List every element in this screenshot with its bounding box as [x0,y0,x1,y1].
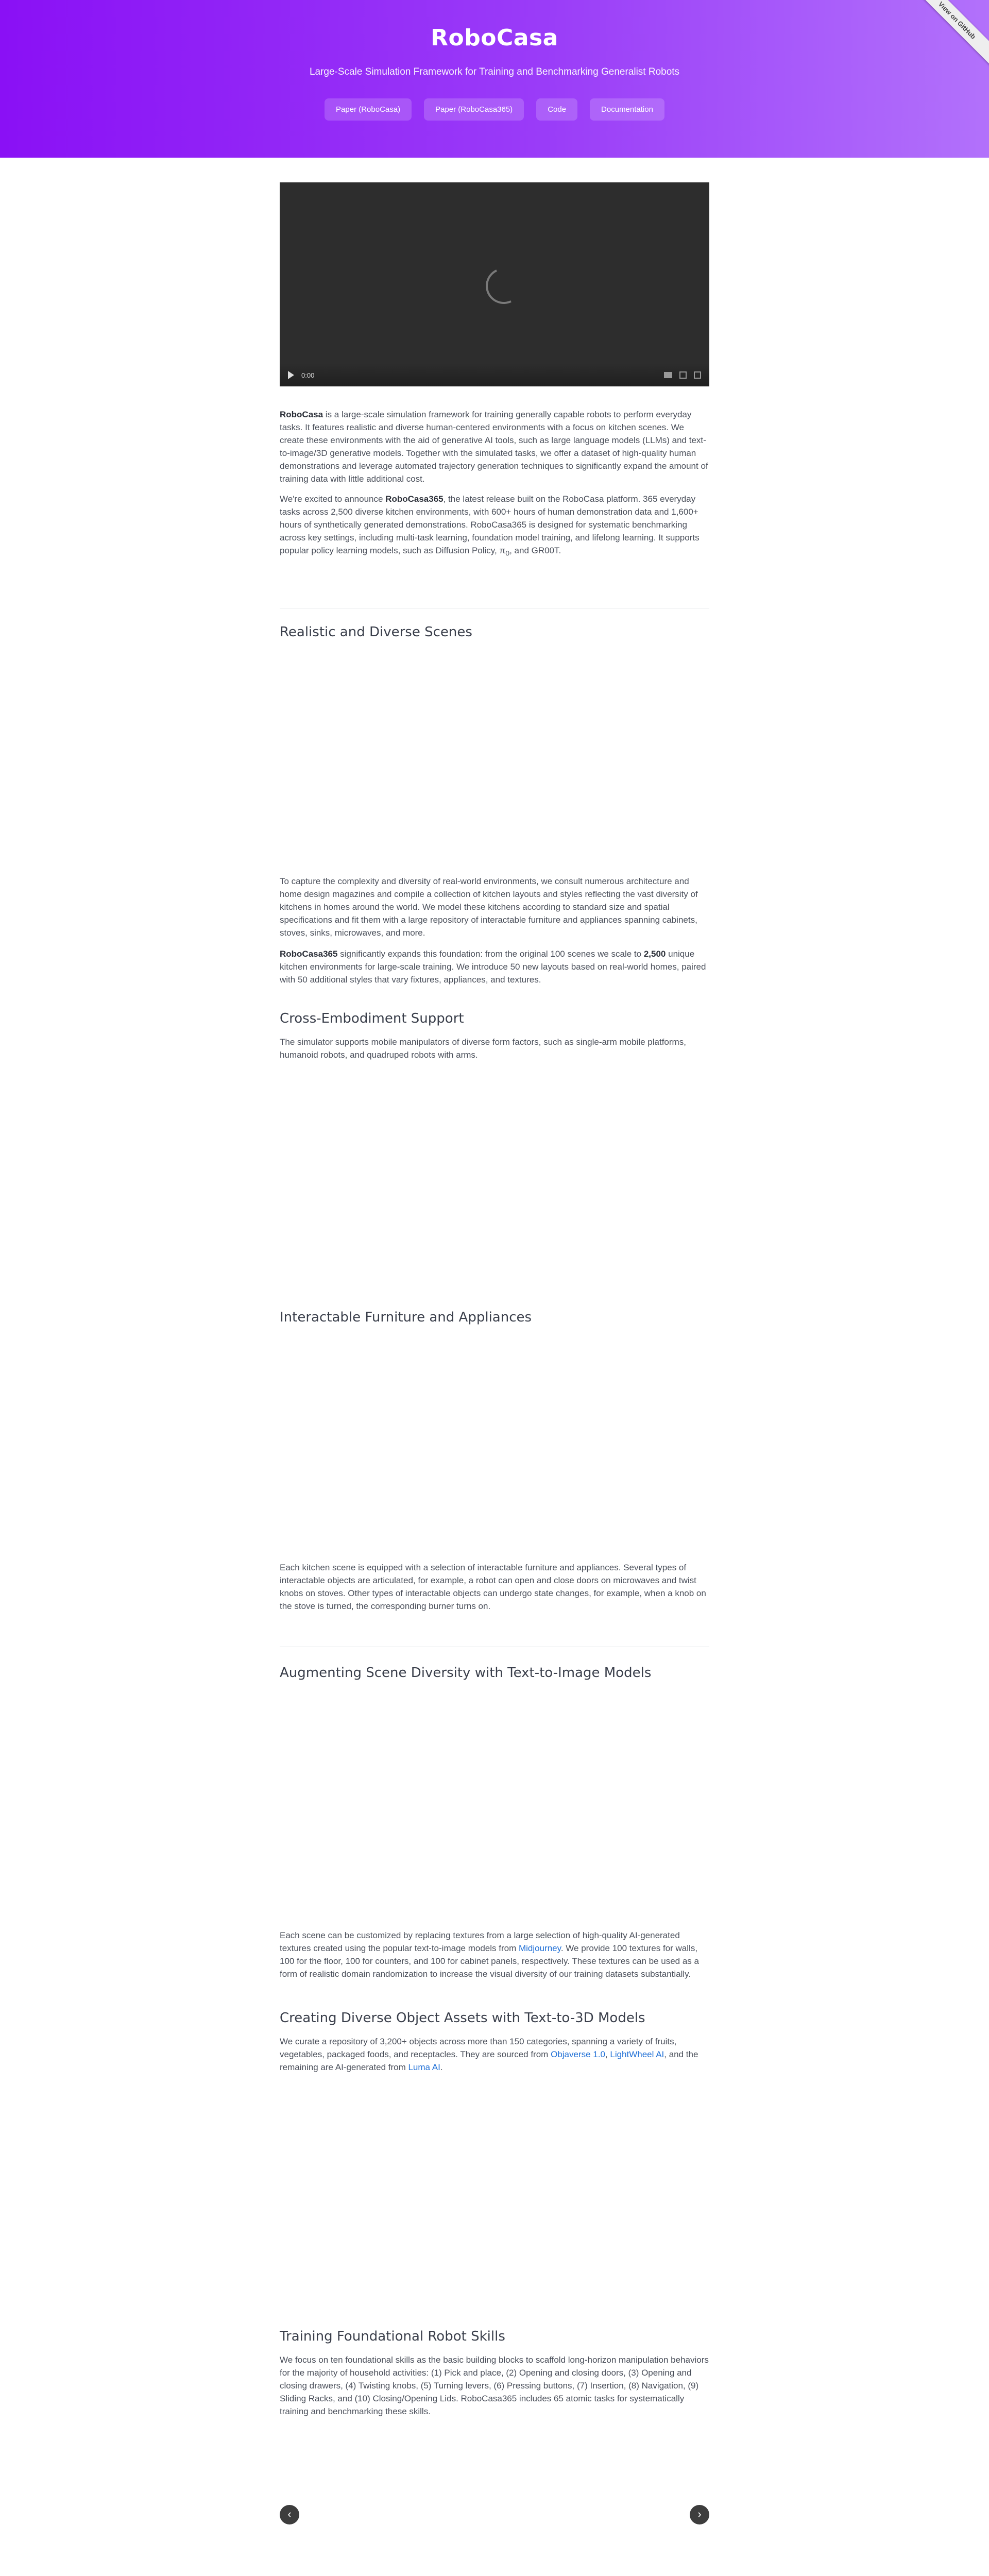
furniture-section [280,1310,709,1325]
play-icon[interactable] [288,371,294,379]
objects-section [280,2010,709,2074]
scenes-section [280,624,709,640]
section-title: Creating Diverse Object Assets with Text-to-3D Models [280,2010,645,2026]
github-ribbon[interactable]: View on GitHub [908,0,989,70]
furniture-text [280,1561,709,1613]
code-link[interactable]: Code [536,98,577,121]
scenes-text [280,875,709,986]
site-subtitle: Large-Scale Simulation Framework for Training and Benchmarking Generalist Robots [309,66,680,77]
section-title: Cross-Embodiment Support [280,1011,464,1026]
paper-robocasa365-link[interactable]: Paper (RoboCasa365) [424,98,524,121]
more-options-icon[interactable] [694,371,701,379]
augment-paragraph: Each scene can be customized by replacing textures from a large selection of high-quality AI-generated textures created using the popular text-to-image models from Midjourney. We provide 100 textures for walls, 100 for the floor, 100 for counters, and 100 for cabinet panels, respectively. These textures can be used as a form of realistic domain randomization to increase the visual diversity of our training datasets substantially. [280,1930,699,1979]
video-controls [280,364,709,386]
midjourney-link[interactable]: Midjourney [518,1943,561,1953]
skills-paragraph: We focus on ten foundational skills as the basic building blocks to scaffold long-horizon manipulation behaviors for the majority of household activities: (1) Pick and place, (2) Opening and closing doors, (3) Opening and closing drawers, (4) Twisting knobs, (5) Turning levers, (6) Pressing buttons, (7) Insertion, (8) Navigation, (9) Sliding Racks, and (10) Closing/Opening Lids. RoboCasa365 includes 65 atomic tasks for systematically training and benchmarking these skills. [280,2355,709,2416]
paper-robocasa-link[interactable]: Paper (RoboCasa) [325,98,412,121]
volume-icon[interactable] [664,372,672,378]
luma-link[interactable]: Luma AI [408,2062,440,2072]
intro-paragraph-1: RoboCasa is a large-scale simulation framework for training generally capable robots to perform everyday tasks. It features realistic and diverse human-centered environments with a focus on kitchen scenes. We create these environments with the aid of generative AI tools, such as large language models (LLMs) and text-to-image/3D generative models. Together with the simulated tasks, we offer a dataset of high-quality human demonstrations and leverage automated trajectory generation techniques to significantly expand the amount of training data with little additional cost. [280,410,708,484]
lightwheel-link[interactable]: LightWheel AI [610,2049,664,2059]
intro-section [280,408,709,560]
section-title: Training Foundational Robot Skills [280,2329,505,2344]
documentation-link[interactable]: Documentation [590,98,664,121]
carousel-prev-button[interactable]: ‹ [280,2505,299,2524]
augment-text [280,1929,709,1980]
intro-paragraph-2: We're excited to announce RoboCasa365, the latest release built on the RoboCasa platform. 365 everyday tasks across 2,500 diverse kitchen environments, with 600+ hours of human demonstration data and 1,600+ hours of synthetically generated demonstrations. RoboCasa365 is designed for systematic benchmarking across key settings, including multi-task learning, foundation model training, and lifelong learning. It supports popular policy learning models, such as Diffusion Policy, $\pi_0$, and GR00T. [280,494,700,558]
header-links [0,98,989,121]
section-title: Realistic and Diverse Scenes [280,624,472,640]
objaverse-link[interactable]: Objaverse 1.0 [551,2049,605,2059]
fullscreen-icon[interactable] [679,371,687,379]
embodiment-paragraph: The simulator supports mobile manipulators of diverse form factors, such as single-arm mobile platforms, humanoid robots, and quadruped robots with arms. [280,1037,686,1060]
loading-spinner-icon [481,263,527,309]
intro-video[interactable] [280,182,709,386]
section-title: Interactable Furniture and Appliances [280,1310,532,1325]
site-title: RoboCasa [431,25,558,51]
hero-header [0,0,989,158]
furniture-paragraph: Each kitchen scene is equipped with a selection of interactable furniture and appliances. Several types of interactable objects are articulated, for example, a robot can open and close doors on microwaves and twist knobs on stoves. Other types of interactable objects can undergo state changes, for example, when a knob on the stove is turned, the corresponding burner turns on. [280,1563,706,1611]
carousel-next-button[interactable]: › [690,2505,709,2524]
augment-section [280,1665,709,1681]
section-title: Augmenting Scene Diversity with Text-to-Image Models [280,1665,652,1681]
scenes-paragraph-1: To capture the complexity and diversity of real-world environments, we consult numerous architecture and home design magazines and compile a collection of kitchen layouts and styles reflecting the vast diversity of kitchens in homes around the world. We model these kitchens according to standard size and spatial specifications and fit them with a large repository of interactable furniture and appliances spanning cabinets, stoves, sinks, microwaves, and more. [280,876,698,938]
skills-section [280,2329,709,2418]
scenes-paragraph-2: RoboCasa365 significantly expands this foundation: from the original 100 scenes we scale to 2,500 unique kitchen environments for large-scale training. We introduce 50 new layouts based on real-world homes, paired with 50 additional styles that vary fixtures, appliances, and textures. [280,949,706,985]
objects-paragraph: We curate a repository of 3,200+ objects across more than 150 categories, spanning a variety of fruits, vegetables, packaged foods, and receptacles. They are sourced from Objaverse 1.0, LightWheel AI, and the remaining are AI-generated from Luma AI. [280,2037,698,2072]
embodiment-section [280,1011,709,1061]
video-time: 0:00 [301,371,315,379]
